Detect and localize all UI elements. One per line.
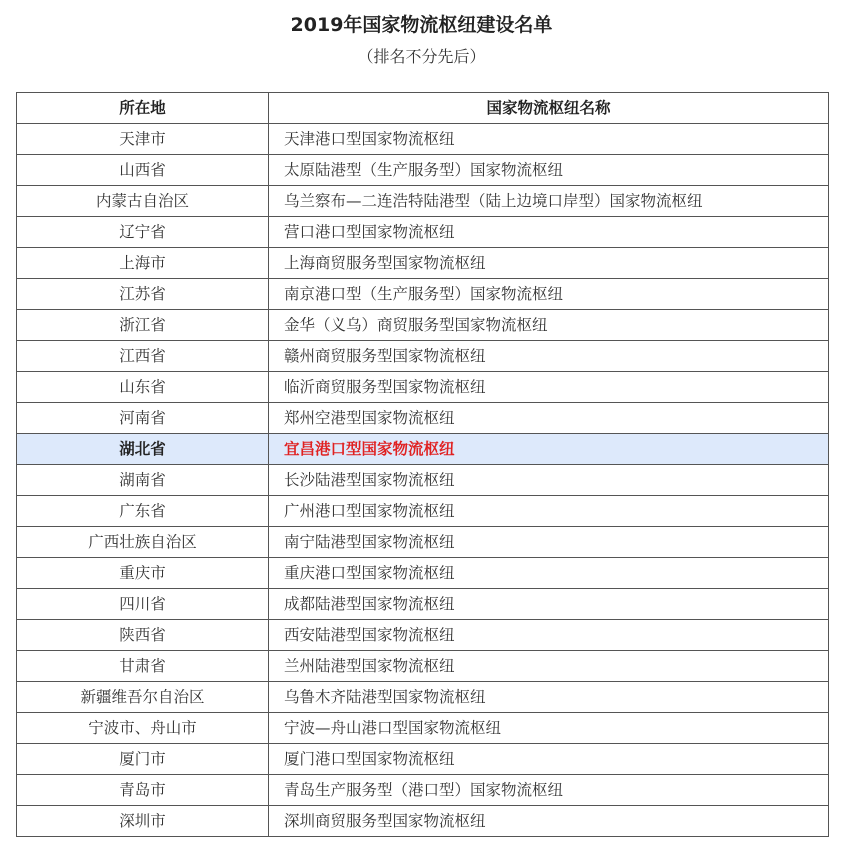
table-row-highlighted <box>17 434 829 465</box>
hub-name-cell: 西安陆港型国家物流枢纽 <box>269 620 829 651</box>
location-cell: 宁波市、舟山市 <box>17 713 269 744</box>
table-row <box>17 713 829 744</box>
location-cell: 山东省 <box>17 372 269 403</box>
table-row <box>17 620 829 651</box>
hub-name-cell: 长沙陆港型国家物流枢纽 <box>269 465 829 496</box>
table-row <box>17 217 829 248</box>
table-row <box>17 186 829 217</box>
table-row <box>17 806 829 837</box>
column-header-location: 所在地 <box>17 93 269 124</box>
table-row <box>17 403 829 434</box>
hub-name-cell: 营口港口型国家物流枢纽 <box>269 217 829 248</box>
hub-name-cell: 重庆港口型国家物流枢纽 <box>269 558 829 589</box>
location-cell: 上海市 <box>17 248 269 279</box>
table-row <box>17 527 829 558</box>
table-row <box>17 775 829 806</box>
location-cell: 山西省 <box>17 155 269 186</box>
column-header-hub-name: 国家物流枢纽名称 <box>269 93 829 124</box>
page-subtitle: （排名不分先后） <box>357 47 486 66</box>
hub-name-cell: 成都陆港型国家物流枢纽 <box>269 589 829 620</box>
location-cell: 河南省 <box>17 403 269 434</box>
table-header-row <box>17 93 829 124</box>
table-row <box>17 248 829 279</box>
location-cell: 厦门市 <box>17 744 269 775</box>
location-cell: 青岛市 <box>17 775 269 806</box>
location-cell: 湖北省 <box>17 434 269 465</box>
table-row <box>17 279 829 310</box>
table-row <box>17 496 829 527</box>
table-row <box>17 465 829 496</box>
hub-name-cell: 郑州空港型国家物流枢纽 <box>269 403 829 434</box>
page-title: 2019年国家物流枢纽建设名单 <box>290 14 553 36</box>
location-cell: 湖南省 <box>17 465 269 496</box>
table-row <box>17 155 829 186</box>
hub-name-cell: 宜昌港口型国家物流枢纽 <box>269 434 829 465</box>
logistics-hub-table <box>16 92 829 837</box>
location-cell: 辽宁省 <box>17 217 269 248</box>
table-row <box>17 651 829 682</box>
table-row <box>17 124 829 155</box>
hub-name-cell: 南京港口型（生产服务型）国家物流枢纽 <box>269 279 829 310</box>
location-cell: 陕西省 <box>17 620 269 651</box>
hub-name-cell: 乌兰察布—二连浩特陆港型（陆上边境口岸型）国家物流枢纽 <box>269 186 829 217</box>
table-row <box>17 589 829 620</box>
hub-name-cell: 乌鲁木齐陆港型国家物流枢纽 <box>269 682 829 713</box>
hub-name-cell: 青岛生产服务型（港口型）国家物流枢纽 <box>269 775 829 806</box>
table-row <box>17 372 829 403</box>
location-cell: 内蒙古自治区 <box>17 186 269 217</box>
table-body <box>17 124 829 837</box>
hub-name-cell: 天津港口型国家物流枢纽 <box>269 124 829 155</box>
hub-name-cell: 上海商贸服务型国家物流枢纽 <box>269 248 829 279</box>
location-cell: 重庆市 <box>17 558 269 589</box>
table-row <box>17 341 829 372</box>
location-cell: 广西壮族自治区 <box>17 527 269 558</box>
hub-name-cell: 广州港口型国家物流枢纽 <box>269 496 829 527</box>
hub-name-cell: 兰州陆港型国家物流枢纽 <box>269 651 829 682</box>
table-row <box>17 682 829 713</box>
location-cell: 浙江省 <box>17 310 269 341</box>
hub-name-cell: 金华（义乌）商贸服务型国家物流枢纽 <box>269 310 829 341</box>
hub-name-cell: 临沂商贸服务型国家物流枢纽 <box>269 372 829 403</box>
location-cell: 四川省 <box>17 589 269 620</box>
location-cell: 新疆维吾尔自治区 <box>17 682 269 713</box>
location-cell: 甘肃省 <box>17 651 269 682</box>
table-row <box>17 558 829 589</box>
hub-name-cell: 深圳商贸服务型国家物流枢纽 <box>269 806 829 837</box>
hub-name-cell: 厦门港口型国家物流枢纽 <box>269 744 829 775</box>
location-cell: 深圳市 <box>17 806 269 837</box>
location-cell: 广东省 <box>17 496 269 527</box>
hub-name-cell: 赣州商贸服务型国家物流枢纽 <box>269 341 829 372</box>
hub-name-cell: 宁波—舟山港口型国家物流枢纽 <box>269 713 829 744</box>
location-cell: 江西省 <box>17 341 269 372</box>
hub-name-cell: 南宁陆港型国家物流枢纽 <box>269 527 829 558</box>
hub-name-cell: 太原陆港型（生产服务型）国家物流枢纽 <box>269 155 829 186</box>
table-row <box>17 744 829 775</box>
location-cell: 天津市 <box>17 124 269 155</box>
table-row <box>17 310 829 341</box>
location-cell: 江苏省 <box>17 279 269 310</box>
